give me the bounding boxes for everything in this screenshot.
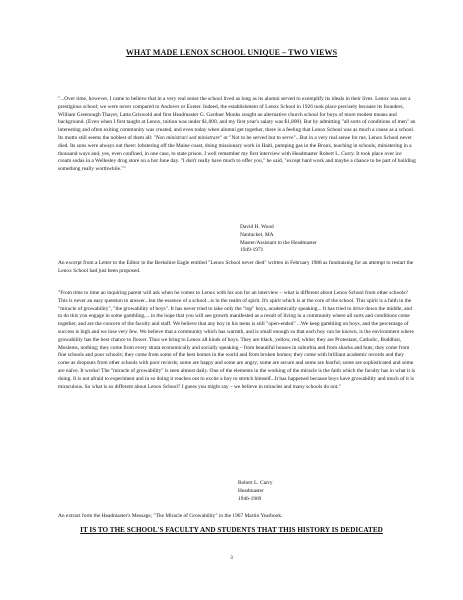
source-note-wood: An excerpt from a Letter to the Editor in the Berkshire Eagle entitled "Lenox School never died" written in February 1988 as fundraising for an attempt to restart the Lenox School had just been proposed. bbox=[58, 260, 414, 274]
page-title: WHAT MADE LENOX SCHOOL UNIQUE – TWO VIEWS bbox=[125, 48, 338, 57]
quote-wood bbox=[58, 96, 416, 174]
signature-location: Nantucket, MA bbox=[240, 231, 274, 238]
quote-wood-part1: "...Over time, however, I came to believe that in a very real sense the school lived as long as its alumni served to exemplify its ideals in their lives. Lenox was not a prestigious school; we were never compared to Andover or Exeter. Indeed, the establishment of Lenox School in 1926 took place precisely because its founders, William Greenough Thayer, Latta Griswold and first Headmaster G. Gardner Monks sought an alternative church school for boys of more modest means and background. (Even when I first taught at Lenox, tuition was under $1,000, and my first year's salary was $1,800). But by admitting "all sorts of conditions of men" an interesting and often exiting community was created, and even today when alumni get together, there is a feeling that Lenox School was as much a cause as a school. Its motto still seems the noblest of them all: " bbox=[58, 96, 416, 141]
quote-curry: "From time to time an inquiring parent will ask when he comes to Lenox with his son for an interview – what is different about Lenox School from other schools? This is never an easy question to answer...but the essence of a school...is in the realm of spirit. It's spirit which is at the core of the school. This spirit is a faith in the "miracle of growability", "the growability of boys". It has never tried to take only the "top" boys, academically speaking... It has tried to drive down the middle, and to do this you engage in some gambling,... in the hope that you will see growth manifested as a result of living in a community where all sorts and conditions come together, and are the concern of the faculty and staff. We believe that any boy in his teens is still "open-ended" ...We keep gambling on boys, and the percentage of success is high and we lose very few. We believe that a community which has warmth, and is small enough so that each boy can be known, is the environment where growability has the best chance to flower. Thus we bring to Lenox all kinds of boys. They are black, yellow, red, white; they are Protestant, Catholic, Buddhist, Moslems, nothing; they come from every strata economically and socially speaking – from beautiful houses in suburbia and from shacks and huts; they come from fine schools and poor schools; they come from some of the best homes in the world and from broken homes; they come with brilliant academic records and they come as dropouts from other schools with poor records; some are happy and some are angry; some are secure and some are fearful; some are sophisticated and some are naïve. It works! The "miracle of growability" is seen almost daily. One of the elements in the working of the miracle is the faith which the faculty has in what it is doing. It is not afraid to experiment and in so doing it reaches out to excite a boy to stretch himself...It has happened because boys have growability and much of it is miraculous. So what is so different about Lenox School? I guess you might say – we believe in miracles and many schools do not." bbox=[58, 290, 415, 390]
quote-wood-part2: " or "Not to be served but to serve"...But in a very real sense for me, Lenox School never died. Its sons were always out there: lobstering off the Maine coast, doing missionary work in Haiti, pumping gas in the Bronx, teaching in schools, ministering in a thousand ways and, yes, even confined, in one case, to state prison. I well remember my first interview with Headmaster Robert L. Curry. It took place over ice cream sodas in a Wellesley drug store on a hot June day. "I don't really have much to offer you," he said, "except hard work and maybe a chance to be part of building something really worthwhile."" bbox=[58, 134, 416, 173]
school-motto: Non ministrari sed ministrare bbox=[155, 134, 220, 141]
signature-name: David H. Wood bbox=[240, 224, 274, 230]
signature-role: Master/Assistant to the Headmaster bbox=[240, 239, 317, 246]
signature-curry bbox=[238, 480, 273, 503]
source-note-curry: An extract form the Headmaster's Message, "The Miracle of Growability" in the 1967 Martin Yearbook. bbox=[58, 513, 283, 519]
signature-wood bbox=[240, 224, 317, 255]
signature-years: 1946-1969 bbox=[238, 495, 262, 502]
signature-years: 1949-1971 bbox=[240, 247, 264, 254]
page-number: 3 bbox=[230, 555, 233, 561]
dedication-heading: IT IS TO THE SCHOOL'S FACULTY AND STUDENTS THAT THIS HISTORY IS DEDICATED bbox=[80, 526, 383, 534]
signature-name: Robert L. Curry bbox=[238, 480, 273, 486]
signature-role: Headmaster bbox=[238, 487, 264, 494]
